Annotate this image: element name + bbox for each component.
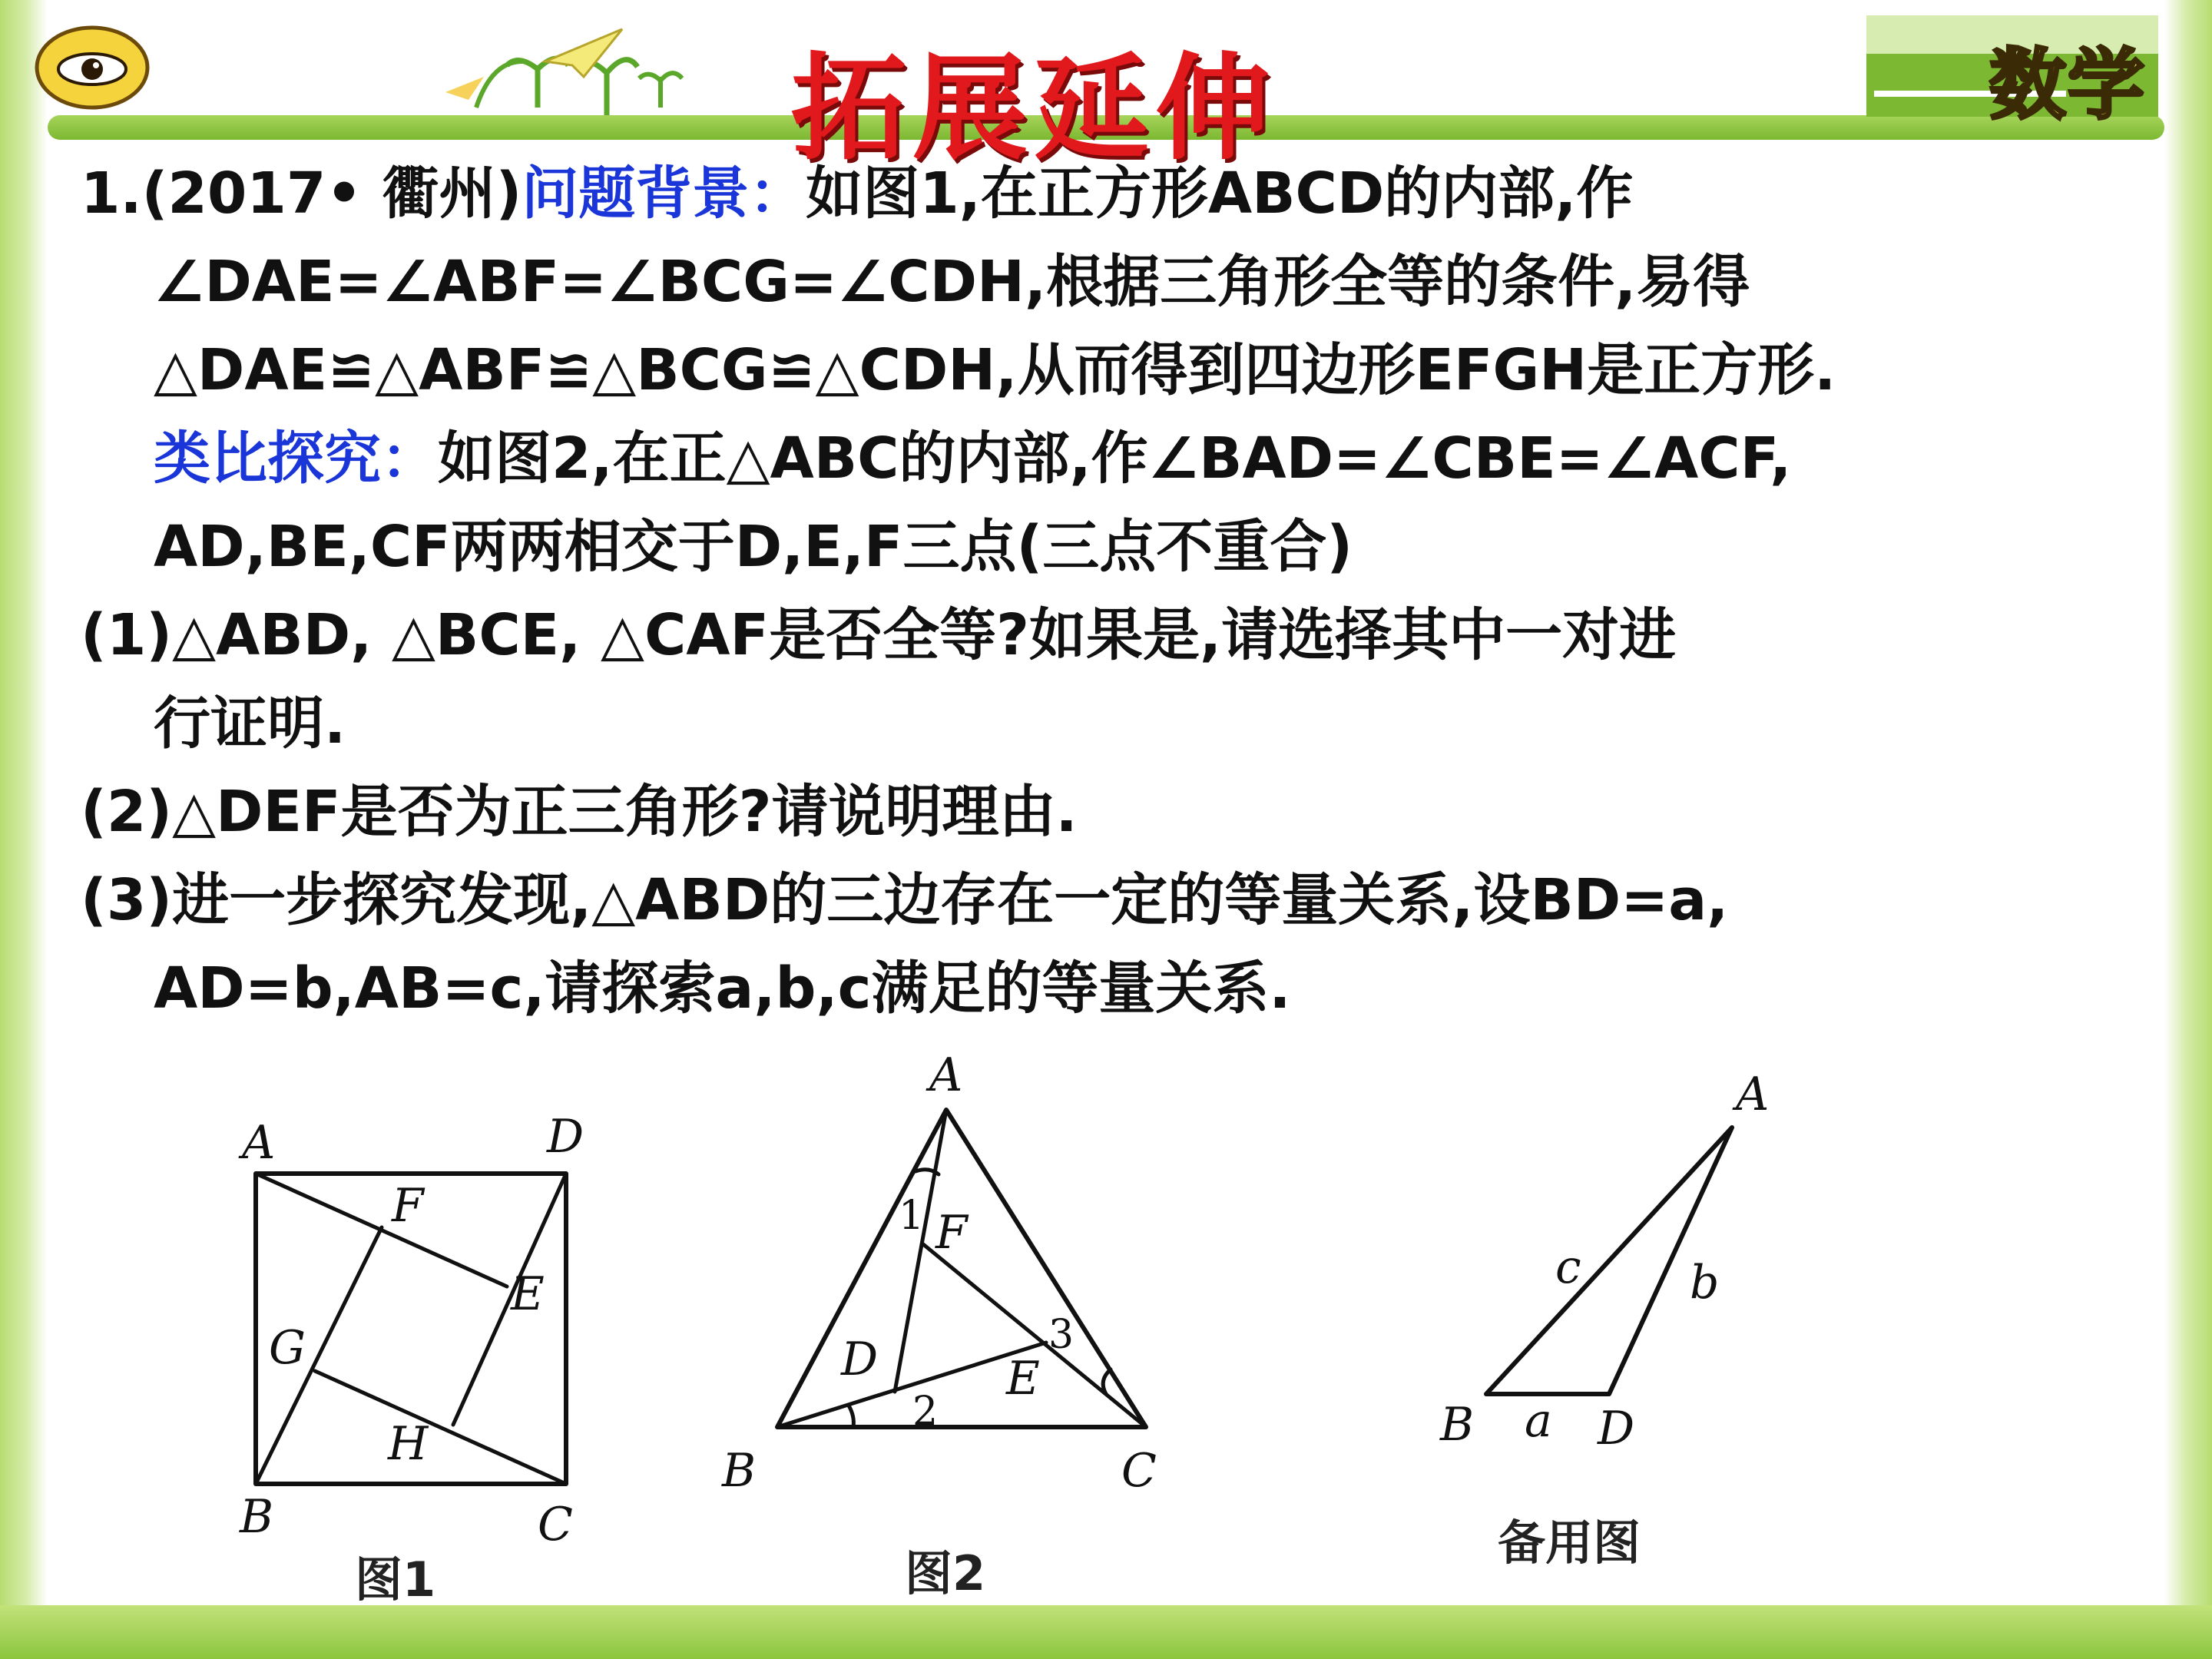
label-c: C xyxy=(538,1498,573,1551)
problem-line-text: 如图2,在正△ABC的内部,作∠BAD=∠CBE=∠ACF, xyxy=(438,426,1792,492)
label-angle-3: 3 xyxy=(1048,1312,1075,1358)
label-c-length: c xyxy=(1555,1240,1581,1294)
problem-line-5: AD,BE,CF两两相交于D,E,F三点(三点不重合) xyxy=(154,514,1353,580)
label-e: E xyxy=(511,1267,545,1321)
label-d: D xyxy=(547,1110,584,1164)
problem-line-3: △DAE≌△ABF≌△BCG≌△CDH,从而得到四边形EFGH是正方形. xyxy=(154,337,1836,403)
angle-1-arc xyxy=(916,1170,939,1174)
label-h: H xyxy=(388,1417,429,1471)
label-b-length: b xyxy=(1690,1256,1720,1310)
label-b: B xyxy=(722,1444,757,1498)
label-f: F xyxy=(392,1179,424,1233)
label-a: A xyxy=(1736,1068,1770,1121)
angle-2-arc xyxy=(849,1406,853,1427)
caption-fig3: 备用图 xyxy=(1498,1515,1641,1571)
label-f: F xyxy=(935,1206,968,1260)
figure-3 xyxy=(1439,1068,1769,1571)
segment-cg xyxy=(315,1371,566,1484)
subject-badge: 数学 xyxy=(1989,40,2146,130)
figure-1 xyxy=(238,1110,584,1608)
angle-3-arc xyxy=(1103,1369,1111,1394)
caption-fig2: 图2 xyxy=(905,1545,986,1601)
label-e: E xyxy=(1006,1352,1040,1406)
problem-line-text: 如图1,在正方形ABCD的内部,作 xyxy=(806,161,1634,227)
figure-2 xyxy=(721,1048,1157,1601)
page-title: 拓展延伸 xyxy=(791,41,1277,176)
label-angle-2: 2 xyxy=(912,1389,939,1435)
question-1-continued: 行证明. xyxy=(154,690,346,757)
label-g: G xyxy=(269,1321,306,1375)
label-b: B xyxy=(240,1490,274,1544)
question-2: (2)△DEF是否为正三角形?请说明理由. xyxy=(81,779,1078,845)
segment-dh xyxy=(453,1174,566,1425)
caption-fig1: 图1 xyxy=(355,1551,436,1608)
problem-line-2: ∠DAE=∠ABF=∠BCG=∠CDH,根据三角形全等的条件,易得 xyxy=(154,249,1750,315)
label-d: D xyxy=(1598,1402,1635,1455)
question-1: (1)△ABD, △BCE, △CAF是否全等?如果是,请选择其中一对进 xyxy=(81,602,1677,668)
label-a: A xyxy=(929,1048,963,1102)
label-a-length: a xyxy=(1525,1394,1552,1448)
label-d: D xyxy=(841,1333,879,1386)
question-3: (3)进一步探究发现,△ABD的三边存在一定的等量关系,设BD=a, xyxy=(81,867,1729,933)
label-b: B xyxy=(1440,1398,1475,1452)
section-label-background: 问题背景： xyxy=(522,161,806,227)
question-3-continued: AD=b,AB=c,请探索a,b,c满足的等量关系. xyxy=(154,955,1291,1022)
label-angle-1: 1 xyxy=(899,1193,925,1239)
problem-number: 1.(2017• 衢州) xyxy=(81,161,522,227)
section-label-analogy: 类比探究： xyxy=(154,426,438,492)
label-c: C xyxy=(1121,1444,1157,1498)
label-a: A xyxy=(242,1116,276,1170)
